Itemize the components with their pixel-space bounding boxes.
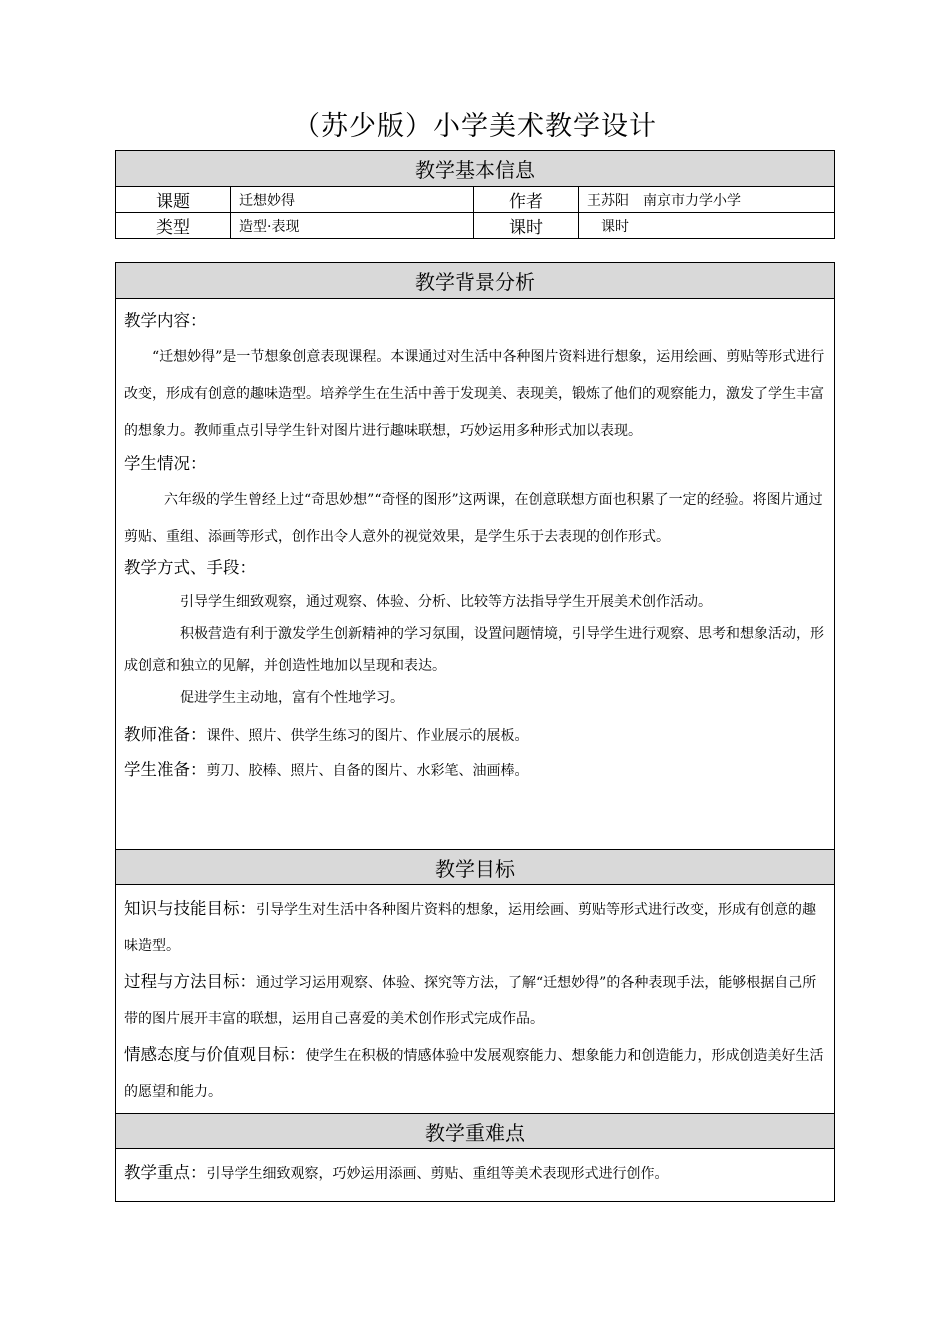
teacher-prep-label: 教师准备： xyxy=(124,725,207,744)
teacher-prep xyxy=(124,718,826,753)
students-label: 学生情况： xyxy=(124,454,207,473)
focus-text: 引导学生细致观察，巧妙运用添画、剪贴、重组等美术表现形式进行创作。 xyxy=(206,1166,669,1182)
hours-label: 课时 xyxy=(474,213,579,239)
process-label: 过程与方法目标： xyxy=(124,972,256,991)
focus-point xyxy=(124,1155,826,1192)
student-prep xyxy=(124,753,826,788)
document-title: （苏少版）小学美术教学设计 xyxy=(293,111,657,142)
key-points-section xyxy=(116,1149,835,1202)
basic-info-header: 教学基本信息 xyxy=(116,151,835,187)
type-label: 类型 xyxy=(116,213,231,239)
method-item: 积极营造有利于激发学生创新精神的学习氛围，设置问题情境，引导学生进行观察、思考和想象活动，形成创意和独立的见解，并创造性地加以呈现和表达。 xyxy=(124,626,824,674)
topic-value: 迁想妙得 xyxy=(231,187,474,213)
knowledge-text: 引导学生对生活中各种图片资料的想象，运用绘画、剪贴等形式进行改变，形成有创意的趣味造型。 xyxy=(124,902,816,954)
knowledge-goal xyxy=(124,891,826,964)
students-text: 六年级的学生曾经上过“奇思妙想”“奇怪的图形”这两课，在创意联想方面也积累了一定的经验。将图片通过剪贴、重组、添画等形式，创作出令人意外的视觉效果，是学生乐于去表现的创作形式。 xyxy=(124,492,823,545)
student-prep-text: 剪刀、胶棒、照片、自备的图片、水彩笔、油画棒。 xyxy=(206,763,529,779)
goals-section xyxy=(116,885,835,1114)
plan-table xyxy=(115,262,835,1202)
emotion-goal xyxy=(124,1037,826,1110)
methods-label: 教学方式、手段： xyxy=(124,558,256,577)
student-prep-label: 学生准备： xyxy=(124,760,207,779)
content-label: 教学内容： xyxy=(124,311,207,330)
goals-header: 教学目标 xyxy=(116,850,835,885)
method-item: 引导学生细致观察，通过观察、体验、分析、比较等方法指导学生开展美术创作活动。 xyxy=(180,594,712,610)
basic-info-table xyxy=(115,150,835,239)
background-header: 教学背景分析 xyxy=(116,263,835,299)
emotion-label: 情感态度与价值观目标： xyxy=(124,1045,306,1064)
method-item: 促进学生主动地，富有个性地学习。 xyxy=(180,690,404,706)
knowledge-label: 知识与技能目标： xyxy=(124,899,256,918)
hours-value: 课时 xyxy=(579,213,835,239)
process-goal xyxy=(124,964,826,1037)
author-value: 王苏阳 南京市力学小学 xyxy=(579,187,835,213)
topic-label: 课题 xyxy=(116,187,231,213)
key-points-header: 教学重难点 xyxy=(116,1114,835,1149)
author-label: 作者 xyxy=(474,187,579,213)
process-text: 通过学习运用观察、体验、探究等方法，了解“迁想妙得”的各种表现手法，能够根据自己所带的图片展开丰富的联想，运用自己喜爱的美术创作形式完成作品。 xyxy=(124,975,817,1027)
content-text: “迁想妙得”是一节想象创意表现课程。本课通过对生活中各种图片资料进行想象，运用绘画、剪贴等形式进行改变，形成有创意的趣味造型。培养学生在生活中善于发现美、表现美，锻炼了他们的观察能力，激发了学生丰富的想象力。教师重点引导学生针对图片进行趣味联想，巧妙运用多种形式加以表现。 xyxy=(124,349,825,439)
teacher-prep-text: 课件、照片、供学生练习的图片、作业展示的展板。 xyxy=(206,728,529,744)
emotion-text: 使学生在积极的情感体验中发展观察能力、想象能力和创造能力，形成创造美好生活的愿望和能力。 xyxy=(124,1048,824,1100)
background-section xyxy=(116,299,835,850)
focus-label: 教学重点： xyxy=(124,1163,207,1182)
type-value: 造型·表现 xyxy=(231,213,474,239)
